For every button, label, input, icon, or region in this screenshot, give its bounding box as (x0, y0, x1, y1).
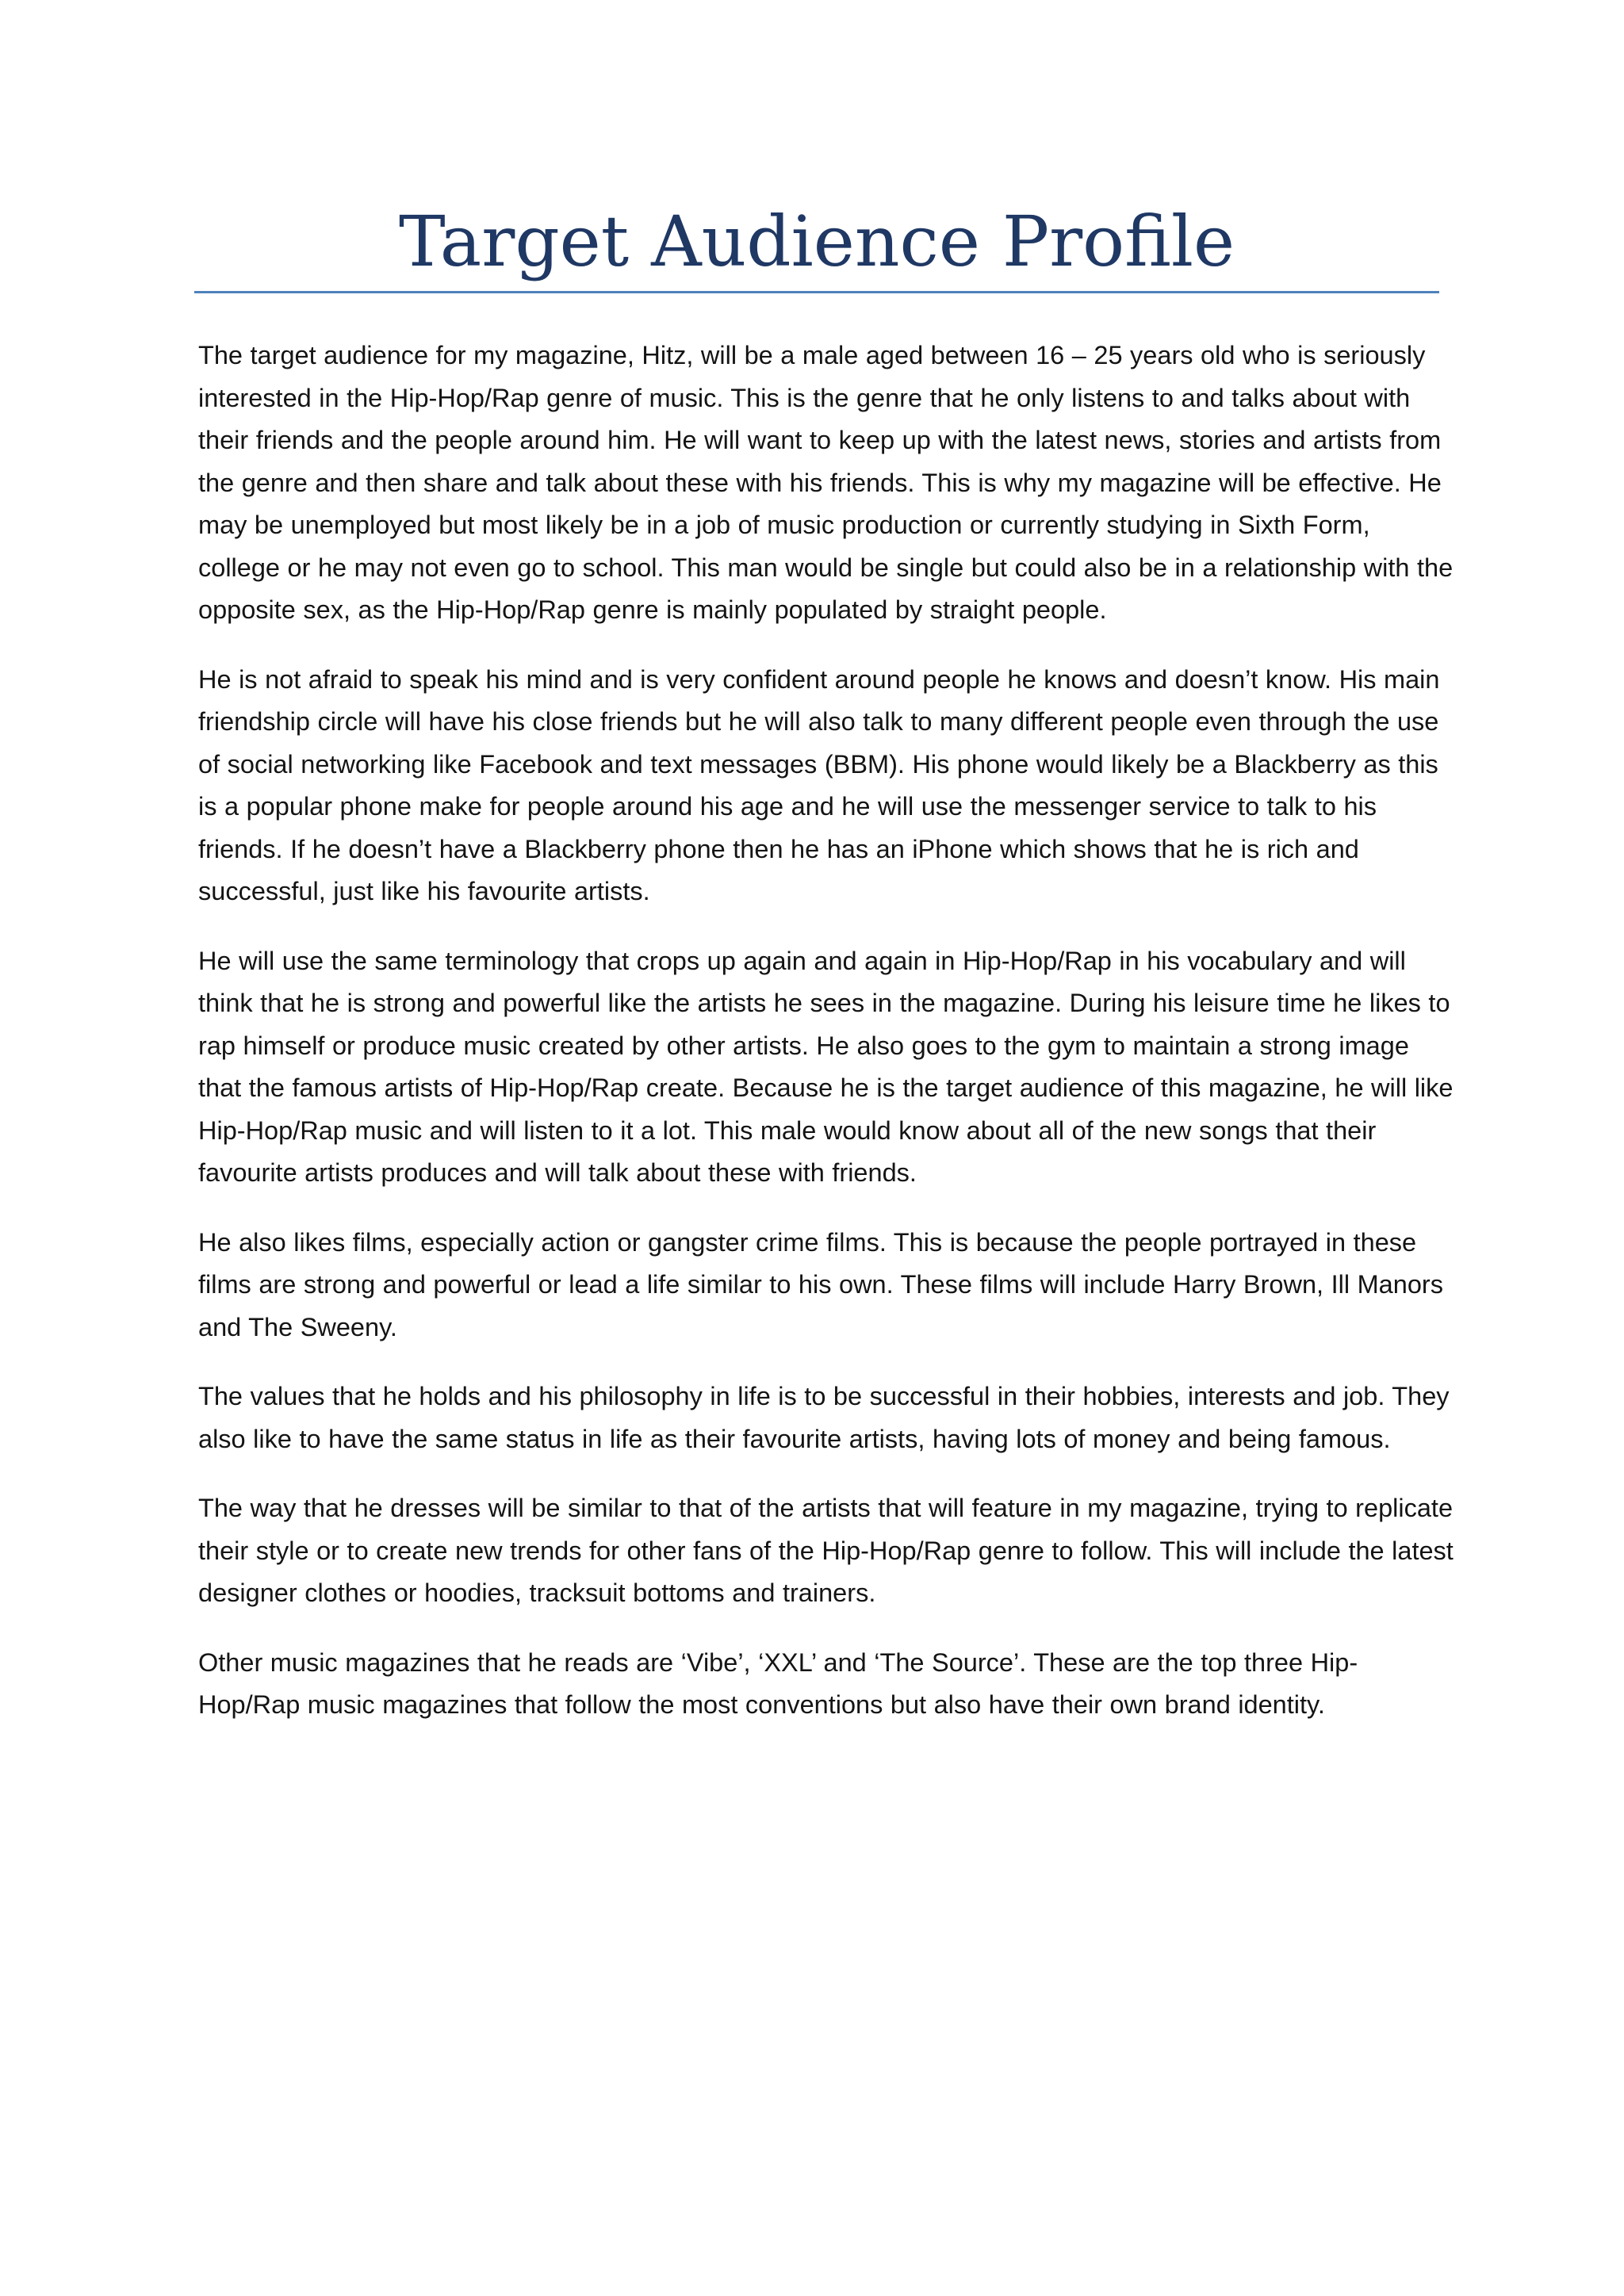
page-title: Target Audience Profile (398, 201, 1235, 282)
paragraph-personality: He is not afraid to speak his mind and is very confident around people he knows and doesn’t know. His main friendship circle will have his close friends but he will also talk to many different people even through the use of social networking like Facebook and text messages (BBM). His phone would likely be a Blackberry as this is a popular phone make for people around his age and he will use the messenger service to talk to his friends. If he doesn’t have a Blackberry phone then he has an iPhone which shows that he is rich and successful, just like his favourite artists. (198, 664, 1440, 905)
paragraph-audience-overview: The target audience for my magazine, Hitz, will be a male aged between 16 – 25 years old who is seriously interested in the Hip-Hop/Rap genre of music. This is the genre that he only listens to and talks about with their friends and the people around him. He will want to keep up with the latest news, stories and artists from the genre and then share and talk about these with his friends. This is why my magazine will be effective. He may be unemployed but most likely be in a job of music production or currently studying in Sixth Form, college or he may not even go to school. This man would be single but could also be in a relationship with the opposite sex, as the Hip-Hop/Rap genre is mainly populated by straight people. (198, 341, 1454, 624)
paragraph-other-magazines: Other music magazines that he reads are ‘Vibe’, ‘XXL’ and ‘The Source’. These are the top three Hip-Hop/Rap music magazines that follow the most conventions but also have their own brand identity. (198, 1647, 1358, 1719)
document-body (198, 335, 1459, 1754)
paragraph-films: He also likes films, especially action or gangster crime films. This is because the people portrayed in these films are strong and powerful or lead a life similar to his own. These films will include Harry Brown, Ill Manors and The Sweeny. (198, 1227, 1443, 1341)
paragraph-values: The values that he holds and his philosophy in life is to be successful in their hobbies, interests and job. They also like to have the same status in life as their favourite artists, having lots of money and being famous. (198, 1382, 1450, 1453)
paragraph-terminology: He will use the same terminology that crops up again and again in Hip-Hop/Rap in his vocabulary and will think that he is strong and powerful like the artists he sees in the magazine. During his leisure time he likes to rap himself or produce music created by other artists. He also goes to the gym to maintain a strong image that the famous artists of Hip-Hop/Rap create. Because he is the target audience of this magazine, he will like Hip-Hop/Rap music and will listen to it a lot. This male would know about all of the new songs that their favourite artists produces and will talk about these with friends. (198, 946, 1454, 1187)
title-underline (194, 291, 1439, 293)
paragraph-dress-style: The way that he dresses will be similar to that of the artists that will feature in my magazine, trying to replicate their style or to create new trends for other fans of the Hip-Hop/Rap genre to follow. This will include the latest designer clothes or hoodies, tracksuit bottoms and trainers. (198, 1494, 1454, 1607)
